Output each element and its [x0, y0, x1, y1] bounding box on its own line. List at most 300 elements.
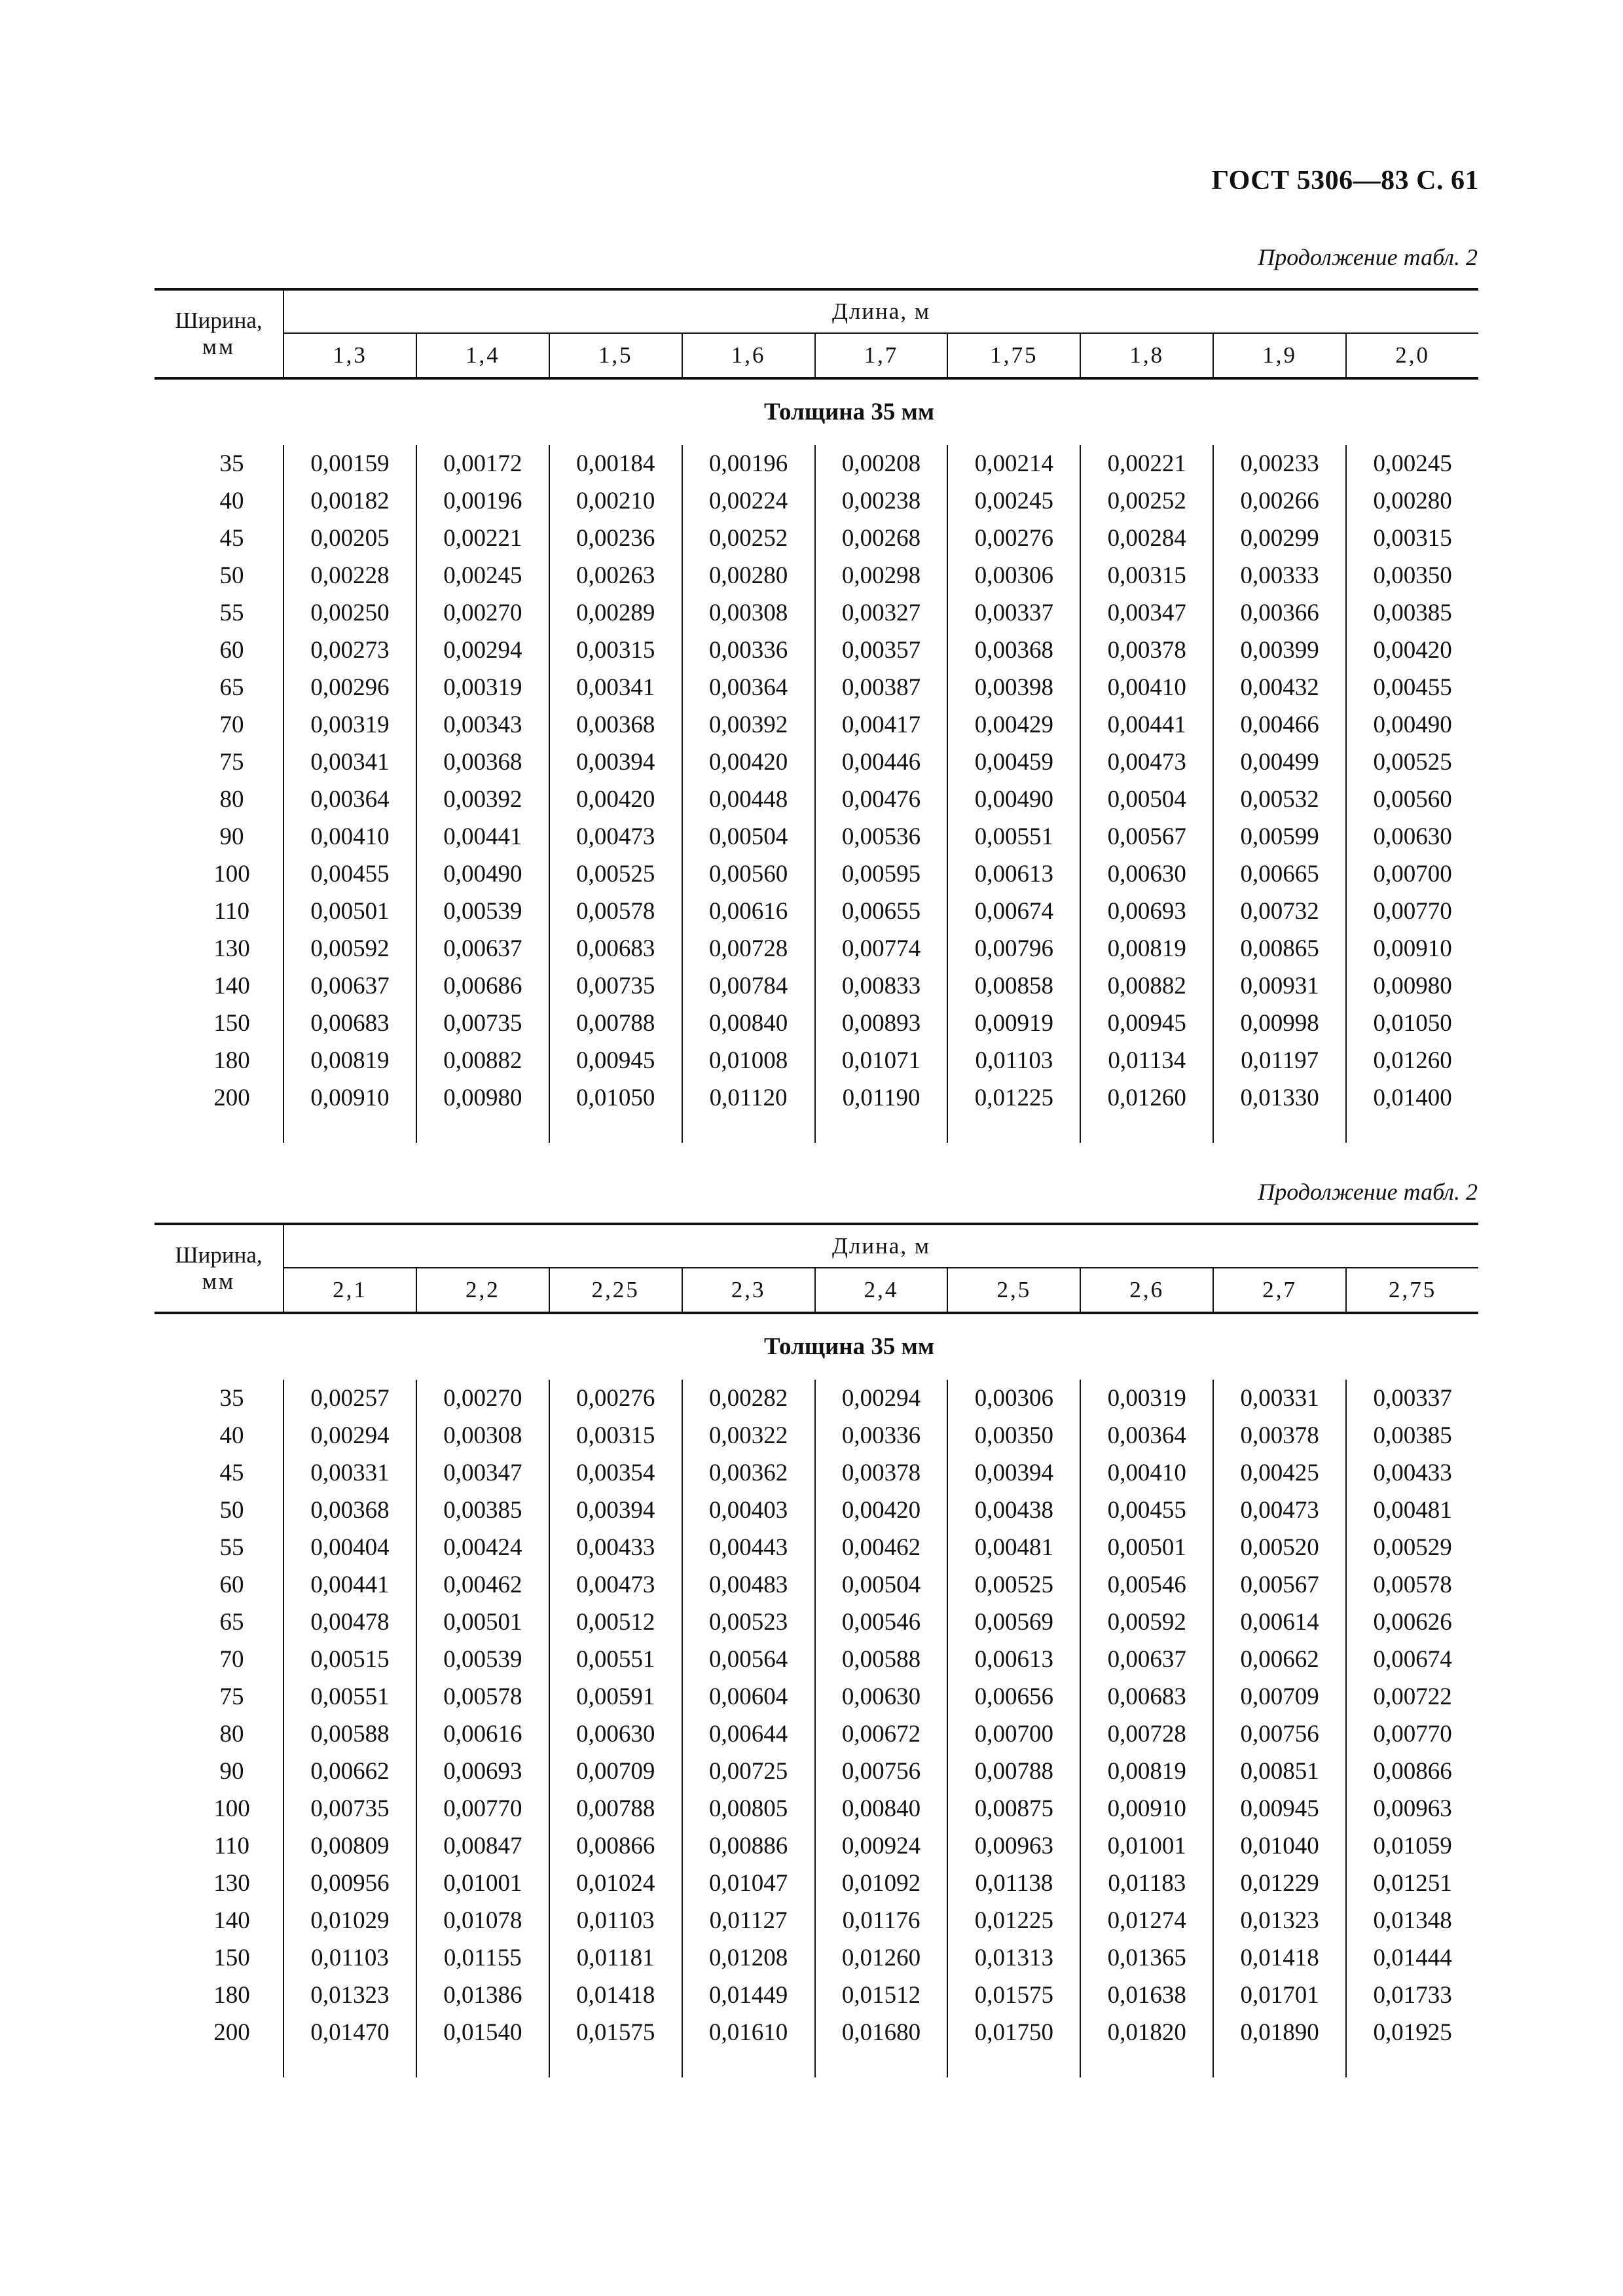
table-cell: 0,00315 [1373, 525, 1452, 552]
table-cell: 0,00364 [310, 786, 390, 813]
table-cell: 0,01330 [1240, 1085, 1319, 1111]
table-cell: 0,00525 [576, 861, 655, 888]
table-cell: 0,00851 [1240, 1758, 1319, 1785]
table-cell: 0,00276 [974, 525, 1054, 552]
table-cell: 0,00963 [974, 1833, 1054, 1859]
page-header: ГОСТ 5306—83 С. 61 [1211, 166, 1479, 196]
table-cell: 0,00319 [1107, 1385, 1186, 1412]
table-cell: 0,00394 [974, 1460, 1054, 1486]
table-cell: 0,00385 [1373, 1422, 1452, 1449]
length-column-header: 1,8 [1080, 334, 1213, 377]
table-cell: 0,00735 [443, 1010, 522, 1037]
table-cell: 0,00805 [708, 1795, 788, 1822]
table-cell: 0,00350 [974, 1422, 1054, 1449]
table-cell: 0,00466 [1240, 711, 1319, 738]
table-cell: 0,01059 [1373, 1833, 1452, 1859]
width-cell: 90 [219, 823, 244, 850]
table-cell: 0,00578 [576, 898, 655, 925]
table-cell: 0,00378 [1240, 1422, 1319, 1449]
data-column [1213, 445, 1345, 1143]
table-cell: 0,01134 [1108, 1047, 1186, 1074]
table-cell: 0,01229 [1240, 1870, 1319, 1897]
table-cell: 0,00490 [1373, 711, 1452, 738]
table-cell: 0,00963 [1373, 1795, 1452, 1822]
table-cell: 0,00315 [576, 637, 655, 664]
table-cell: 0,00221 [443, 525, 522, 552]
table-cell: 0,00245 [443, 562, 522, 589]
table-cell: 0,00630 [1373, 823, 1452, 850]
table-cell: 0,00945 [1240, 1795, 1319, 1822]
table-cell: 0,00319 [310, 711, 390, 738]
table-cell: 0,00448 [708, 786, 788, 813]
table-header [155, 1223, 1478, 1314]
length-column-header: 1,4 [416, 334, 549, 377]
table-cell: 0,00722 [1373, 1683, 1452, 1710]
table-cell: 0,00523 [708, 1609, 788, 1636]
table-cell: 0,00525 [974, 1571, 1054, 1598]
table-cell: 0,00515 [310, 1646, 390, 1673]
width-cell: 110 [213, 898, 250, 925]
table-cell: 0,00294 [841, 1385, 921, 1412]
table-cell: 0,00551 [974, 823, 1054, 850]
thickness-section-title: Толщина 35 мм [763, 399, 935, 425]
table-cell: 0,01181 [576, 1945, 655, 1971]
table-cell: 0,00410 [1107, 1460, 1186, 1486]
table-cell: 0,00833 [841, 973, 921, 999]
table-cell: 0,00644 [708, 1721, 788, 1748]
width-cell: 50 [219, 1497, 244, 1524]
table-cell: 0,00919 [974, 1010, 1054, 1037]
table-cell: 0,01274 [1107, 1907, 1186, 1934]
width-cell: 90 [219, 1758, 244, 1785]
data-column [682, 1380, 814, 2077]
table-cell: 0,01103 [975, 1047, 1053, 1074]
table-cell: 0,00481 [974, 1534, 1054, 1561]
table-cell: 0,00728 [1107, 1721, 1186, 1748]
table-cell: 0,00529 [1373, 1534, 1452, 1561]
data-column [283, 445, 416, 1143]
table-cell: 0,00441 [1107, 711, 1186, 738]
table-cell: 0,01313 [974, 1945, 1054, 1971]
table-cell: 0,00998 [1240, 1010, 1319, 1037]
width-column-header [155, 291, 283, 377]
table-cell: 0,00473 [576, 1571, 655, 1598]
data-column [814, 1380, 947, 2077]
table-cell: 0,01001 [1107, 1833, 1186, 1859]
table-cell: 0,00368 [310, 1497, 390, 1524]
table-cell: 0,00532 [1240, 786, 1319, 813]
length-column-header: 2,0 [1345, 334, 1478, 377]
table-cell: 0,00392 [708, 711, 788, 738]
table-cell: 0,00560 [1373, 786, 1452, 813]
data-column [1213, 1380, 1345, 2077]
table-cell: 0,00700 [974, 1721, 1054, 1748]
table-cell: 0,01024 [576, 1870, 655, 1897]
table-cell: 0,01225 [974, 1907, 1054, 1934]
table-cell: 0,00337 [974, 600, 1054, 626]
table-cell: 0,00184 [576, 450, 655, 477]
table-cell: 0,00424 [443, 1534, 522, 1561]
table-cell: 0,00865 [1240, 935, 1319, 962]
table-cell: 0,00268 [841, 525, 921, 552]
table-cell: 0,00819 [1107, 935, 1186, 962]
data-column [549, 1380, 682, 2077]
table-cell: 0,00182 [310, 488, 390, 514]
table-cell: 0,00686 [443, 973, 522, 999]
table-cell: 0,00273 [310, 637, 390, 664]
length-column-header: 1,5 [549, 334, 682, 377]
table-cell: 0,00341 [310, 749, 390, 776]
length-column-header: 2,2 [416, 1268, 549, 1312]
table-cell: 0,01418 [576, 1982, 655, 2009]
table-cell: 0,00931 [1240, 973, 1319, 999]
width-cell: 80 [219, 786, 244, 813]
table-cell: 0,00725 [708, 1758, 788, 1785]
length-columns [284, 1268, 1478, 1312]
table-cell: 0,00294 [443, 637, 522, 664]
table-cell: 0,00196 [708, 450, 788, 477]
table-cell: 0,00459 [974, 749, 1054, 776]
table-cell: 0,00693 [443, 1758, 522, 1785]
table-cell: 0,00343 [443, 711, 522, 738]
table-cell: 0,01138 [975, 1870, 1053, 1897]
table-cell: 0,00366 [1240, 600, 1319, 626]
table-cell: 0,00567 [1107, 823, 1186, 850]
table-cell: 0,01127 [709, 1907, 788, 1934]
table-cell: 0,00263 [576, 562, 655, 589]
table-cell: 0,00350 [1373, 562, 1452, 589]
table-cell: 0,00399 [1240, 637, 1319, 664]
table-cell: 0,01040 [1240, 1833, 1319, 1859]
table-cell: 0,00483 [708, 1571, 788, 1598]
table-cell: 0,00945 [1107, 1010, 1186, 1037]
table-cell: 0,00655 [841, 898, 921, 925]
width-cell: 35 [219, 1385, 244, 1412]
table-cell: 0,00613 [974, 861, 1054, 888]
table-cell: 0,00809 [310, 1833, 390, 1859]
table-cell: 0,00551 [576, 1646, 655, 1673]
table-cell: 0,00315 [576, 1422, 655, 1449]
length-column-header: 2,3 [682, 1268, 814, 1312]
table-cell: 0,00238 [841, 488, 921, 514]
table-cell: 0,00378 [1107, 637, 1186, 664]
table-cell: 0,00289 [576, 600, 655, 626]
table-cell: 0,00294 [310, 1422, 390, 1449]
table-cell: 0,00546 [1107, 1571, 1186, 1598]
table-cell: 0,00840 [708, 1010, 788, 1037]
table-cell: 0,00683 [1107, 1683, 1186, 1710]
table-cell: 0,01925 [1373, 2019, 1452, 2046]
table-cell: 0,00417 [841, 711, 921, 738]
table-cell: 0,01050 [576, 1085, 655, 1111]
length-column-header: 1,3 [333, 342, 367, 368]
table-cell: 0,01575 [576, 2019, 655, 2046]
width-cell: 65 [219, 1609, 244, 1636]
table-cell: 0,00490 [974, 786, 1054, 813]
table-cell: 0,00858 [974, 973, 1054, 999]
table-cell: 0,00569 [974, 1609, 1054, 1636]
width-cell: 100 [213, 1795, 250, 1822]
width-cell: 150 [213, 1945, 250, 1971]
table-cell: 0,00732 [1240, 898, 1319, 925]
table-cell: 0,00672 [841, 1721, 921, 1748]
table-cell: 0,01029 [310, 1907, 390, 1934]
width-column [155, 1380, 283, 2077]
table-body [155, 1380, 1478, 2077]
table-cell: 0,01190 [842, 1085, 921, 1111]
table-cell: 0,00443 [708, 1534, 788, 1561]
table-cell: 0,00331 [1240, 1385, 1319, 1412]
width-cell: 40 [219, 1422, 244, 1449]
table-cell: 0,00924 [841, 1833, 921, 1859]
table-cell: 0,00788 [974, 1758, 1054, 1785]
table-cell: 0,00306 [974, 562, 1054, 589]
table-cell: 0,00331 [310, 1460, 390, 1486]
width-cell: 75 [219, 749, 244, 776]
table-cell: 0,00420 [576, 786, 655, 813]
table-cell: 0,00433 [576, 1534, 655, 1561]
table-cell: 0,00210 [576, 488, 655, 514]
table-cell: 0,01470 [310, 2019, 390, 2046]
table-cell: 0,01103 [576, 1907, 655, 1934]
table-cell: 0,01610 [708, 2019, 788, 2046]
table-cell: 0,01225 [974, 1085, 1054, 1111]
table-cell: 0,00357 [841, 637, 921, 664]
table-cell: 0,00354 [576, 1460, 655, 1486]
table-cell: 0,00866 [576, 1833, 655, 1859]
table-cell: 0,01733 [1373, 1982, 1452, 2009]
table-cell: 0,00592 [1107, 1609, 1186, 1636]
table-cell: 0,00910 [1373, 935, 1452, 962]
table-cell: 0,00616 [443, 1721, 522, 1748]
table-cell: 0,00956 [310, 1870, 390, 1897]
table-cell: 0,00683 [576, 935, 655, 962]
table-cell: 0,00245 [1373, 450, 1452, 477]
table-cell: 0,00588 [841, 1646, 921, 1673]
table-cell: 0,00250 [310, 600, 390, 626]
table-cell: 0,00196 [443, 488, 522, 514]
table-cell: 0,00455 [1373, 674, 1452, 701]
table-cell: 0,00394 [576, 1497, 655, 1524]
table-cell: 0,00770 [443, 1795, 522, 1822]
data-column [814, 445, 947, 1143]
table-cell: 0,00735 [310, 1795, 390, 1822]
table-cell: 0,00214 [974, 450, 1054, 477]
table-cell: 0,00252 [708, 525, 788, 552]
table-cell: 0,00441 [310, 1571, 390, 1598]
table-cell: 0,00429 [974, 711, 1054, 738]
table-cell: 0,00306 [974, 1385, 1054, 1412]
table-cell: 0,00567 [1240, 1571, 1319, 1598]
table-cell: 0,00308 [443, 1422, 522, 1449]
table-cell: 0,01155 [443, 1945, 522, 1971]
table-cell: 0,00432 [1240, 674, 1319, 701]
length-column-header: 1,7 [814, 334, 947, 377]
table-cell: 0,00637 [310, 973, 390, 999]
width-header-label: Ширина, [175, 308, 263, 333]
table-cell: 0,01197 [1241, 1047, 1319, 1074]
table-cell: 0,00539 [443, 898, 522, 925]
width-column [155, 445, 283, 1143]
data-column [549, 445, 682, 1143]
table-cell: 0,00159 [310, 450, 390, 477]
table-cell: 0,00599 [1240, 823, 1319, 850]
table-cell: 0,00662 [1240, 1646, 1319, 1673]
table-cell: 0,01078 [443, 1907, 522, 1934]
table-cell: 0,01890 [1240, 2019, 1319, 2046]
table-cell: 0,00501 [443, 1609, 522, 1636]
width-cell: 50 [219, 562, 244, 589]
table-cell: 0,00322 [708, 1422, 788, 1449]
table-cell: 0,00368 [576, 711, 655, 738]
length-column-header: 2,6 [1080, 1268, 1213, 1312]
table-cell: 0,00337 [1373, 1385, 1452, 1412]
table-cell: 0,00564 [708, 1646, 788, 1673]
table-cell: 0,01348 [1373, 1907, 1452, 1934]
table-cell: 0,00520 [1240, 1534, 1319, 1561]
table-cell: 0,01444 [1373, 1945, 1452, 1971]
table-cell: 0,01183 [1108, 1870, 1186, 1897]
table-cell: 0,00387 [841, 674, 921, 701]
table-cell: 0,00630 [1107, 861, 1186, 888]
table-cell: 0,00539 [443, 1646, 522, 1673]
table-cell: 0,00709 [576, 1758, 655, 1785]
table-caption: Продолжение табл. 2 [1258, 244, 1478, 270]
table-cell: 0,00893 [841, 1010, 921, 1037]
table-cell: 0,00788 [576, 1795, 655, 1822]
table-cell: 0,00770 [1373, 898, 1452, 925]
width-cell: 180 [213, 1047, 250, 1074]
table-cell: 0,00662 [310, 1758, 390, 1785]
table-cell: 0,00499 [1240, 749, 1319, 776]
width-header-unit: мм [202, 1268, 236, 1294]
width-cell: 200 [213, 2019, 250, 2046]
table-cell: 0,00578 [1373, 1571, 1452, 1598]
table-cell: 0,00280 [1373, 488, 1452, 514]
length-header: Длина, м [284, 291, 1478, 334]
table-cell: 0,00784 [708, 973, 788, 999]
table-cell: 0,00504 [841, 1571, 921, 1598]
length-column-header: 1,75 [947, 334, 1080, 377]
table-cell: 0,01251 [1373, 1870, 1452, 1897]
table-cell: 0,00266 [1240, 488, 1319, 514]
thickness-section-title: Толщина 35 мм [763, 1333, 935, 1360]
table-cell: 0,00980 [1373, 973, 1452, 999]
table-cell: 0,00280 [708, 562, 788, 589]
table-cell: 0,01001 [443, 1870, 522, 1897]
table-cell: 0,00455 [1107, 1497, 1186, 1524]
table-cell: 0,00403 [708, 1497, 788, 1524]
table-cell: 0,01575 [974, 1982, 1054, 2009]
table-cell: 0,00473 [1240, 1497, 1319, 1524]
table-cell: 0,00774 [841, 935, 921, 962]
table-cell: 0,00473 [1107, 749, 1186, 776]
width-cell: 55 [219, 1534, 244, 1561]
table-cell: 0,00172 [443, 450, 522, 477]
table-cell: 0,00462 [443, 1571, 522, 1598]
table-cell: 0,00910 [310, 1085, 390, 1111]
table-cell: 0,00656 [974, 1683, 1054, 1710]
table-cell: 0,00819 [1107, 1758, 1186, 1785]
length-column-header: 2,5 [947, 1268, 1080, 1312]
table-cell: 0,00847 [443, 1833, 522, 1859]
length-column-header: 1,6 [682, 334, 814, 377]
table-cell: 0,00512 [576, 1609, 655, 1636]
data-column [1080, 1380, 1213, 2077]
width-header-label: Ширина, [175, 1242, 263, 1268]
table-cell: 0,00208 [841, 450, 921, 477]
table-cell: 0,00637 [443, 935, 522, 962]
width-cell: 140 [213, 1907, 250, 1934]
table-cell: 0,00551 [310, 1683, 390, 1710]
table-cell: 0,00425 [1240, 1460, 1319, 1486]
table-cell: 0,01260 [1107, 1085, 1186, 1111]
table-cell: 0,00560 [708, 861, 788, 888]
table-cell: 0,00308 [708, 600, 788, 626]
table-cell: 0,00438 [974, 1497, 1054, 1524]
table-cell: 0,00536 [841, 823, 921, 850]
table-cell: 0,00546 [841, 1609, 921, 1636]
table-caption: Продолжение табл. 2 [1258, 1179, 1478, 1205]
table-cell: 0,01260 [1373, 1047, 1452, 1074]
width-cell: 70 [219, 1646, 244, 1673]
table-cell: 0,00481 [1373, 1497, 1452, 1524]
data-column [947, 445, 1080, 1143]
table-cell: 0,00674 [974, 898, 1054, 925]
table-cell: 0,00455 [310, 861, 390, 888]
table-cell: 0,00341 [576, 674, 655, 701]
table-cell: 0,00840 [841, 1795, 921, 1822]
table-cell: 0,00410 [1107, 674, 1186, 701]
width-cell: 60 [219, 1571, 244, 1598]
table-cell: 0,00756 [1240, 1721, 1319, 1748]
data-column [1080, 445, 1213, 1143]
width-cell: 100 [213, 861, 250, 888]
table-cell: 0,00299 [1240, 525, 1319, 552]
length-columns [284, 334, 1478, 377]
table-cell: 0,00420 [708, 749, 788, 776]
table-cell: 0,00282 [708, 1385, 788, 1412]
width-column-header [155, 1225, 283, 1312]
table-cell: 0,00284 [1107, 525, 1186, 552]
width-cell: 45 [219, 525, 244, 552]
table-cell: 0,00796 [974, 935, 1054, 962]
table-cell: 0,00588 [310, 1721, 390, 1748]
length-header: Длина, м [284, 1225, 1478, 1268]
length-column-header: 2,7 [1213, 1268, 1345, 1312]
table-cell: 0,01680 [841, 2019, 921, 2046]
table-cell: 0,01323 [310, 1982, 390, 2009]
table-cell: 0,00233 [1240, 450, 1319, 477]
table-cell: 0,00578 [443, 1683, 522, 1710]
width-cell: 140 [213, 973, 250, 999]
width-cell: 65 [219, 674, 244, 701]
width-cell: 60 [219, 637, 244, 664]
table-cell: 0,01750 [974, 2019, 1054, 2046]
table-cell: 0,01260 [841, 1945, 921, 1971]
table-cell: 0,00700 [1373, 861, 1452, 888]
table-cell: 0,00476 [841, 786, 921, 813]
table-cell: 0,00245 [974, 488, 1054, 514]
table-cell: 0,01120 [709, 1085, 788, 1111]
width-cell: 200 [213, 1085, 250, 1111]
table-cell: 0,00756 [841, 1758, 921, 1785]
table-cell: 0,00420 [841, 1497, 921, 1524]
table-cell: 0,00252 [1107, 488, 1186, 514]
table-cell: 0,00490 [443, 861, 522, 888]
table-cell: 0,00319 [443, 674, 522, 701]
table-cell: 0,00735 [576, 973, 655, 999]
